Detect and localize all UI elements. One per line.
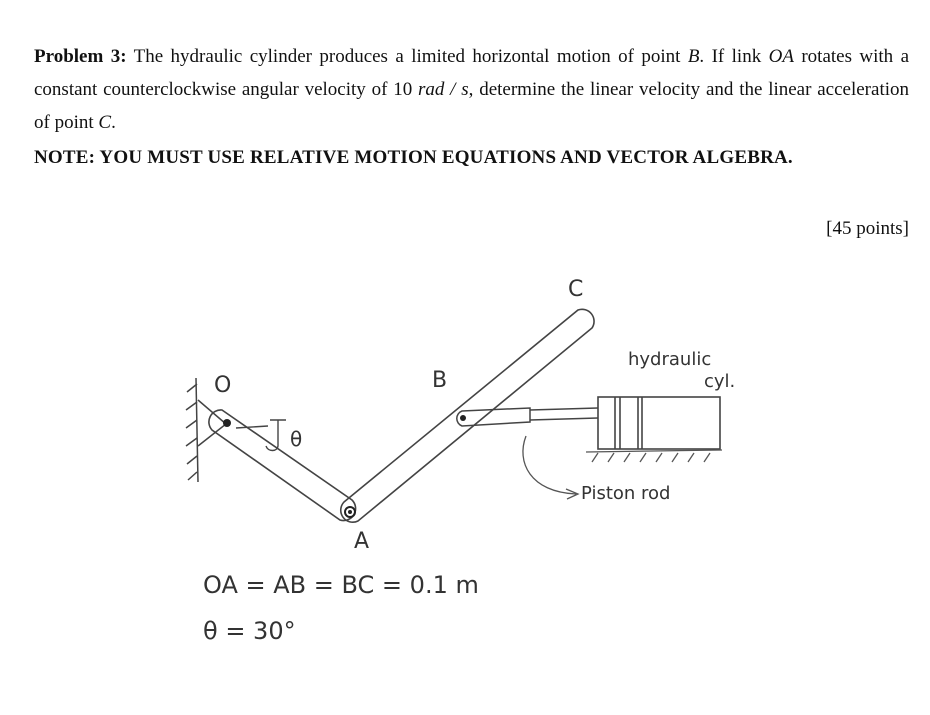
note-text: NOTE: YOU MUST USE RELATIVE MOTION EQUATIONS AND VECTOR ALGEBRA. — [34, 147, 793, 168]
problem-text-part3: rotates with a constant counterclockwise angular velocity of 10 — [34, 46, 910, 100]
problem-text-part2: . If link — [699, 46, 769, 67]
label-a: A — [354, 529, 370, 554]
label-theta: θ — [290, 427, 303, 451]
piston-rod-arrow — [523, 436, 578, 499]
piston-rod — [457, 408, 598, 426]
link-abc — [341, 309, 594, 522]
problem-unit: rad / s — [418, 79, 469, 100]
problem-text-part4: , determine the linear velocity and the linear acceleration of point — [34, 79, 909, 133]
problem-point-b: B — [687, 46, 700, 67]
problem-text-part5: . — [111, 112, 116, 133]
label-piston-rod: Piston rod — [581, 483, 671, 504]
problem-link-oa: OA — [768, 46, 794, 67]
label-hydraulic-line1: hydraulic — [628, 349, 712, 370]
label-b: B — [432, 368, 448, 393]
link-oa — [209, 410, 356, 521]
label-c: C — [568, 277, 584, 302]
hydraulic-cylinder — [598, 397, 720, 449]
equation-theta: θ = 30° — [203, 617, 296, 645]
label-hydraulic-line2: cyl. — [704, 371, 736, 392]
problem-text-part1: The hydraulic cylinder produces a limited horizontal motion of point — [126, 46, 688, 67]
pin-b — [460, 415, 466, 421]
pin-a-center — [348, 510, 352, 514]
pin-o — [223, 419, 231, 427]
equation-lengths: OA = AB = BC = 0.1 m — [203, 571, 479, 599]
problem-label: Problem 3: — [34, 46, 127, 67]
problem-point-c: C — [98, 112, 112, 133]
label-o: O — [214, 373, 232, 398]
ground-hatch — [586, 450, 722, 462]
points-value: [45 points] — [826, 218, 909, 239]
